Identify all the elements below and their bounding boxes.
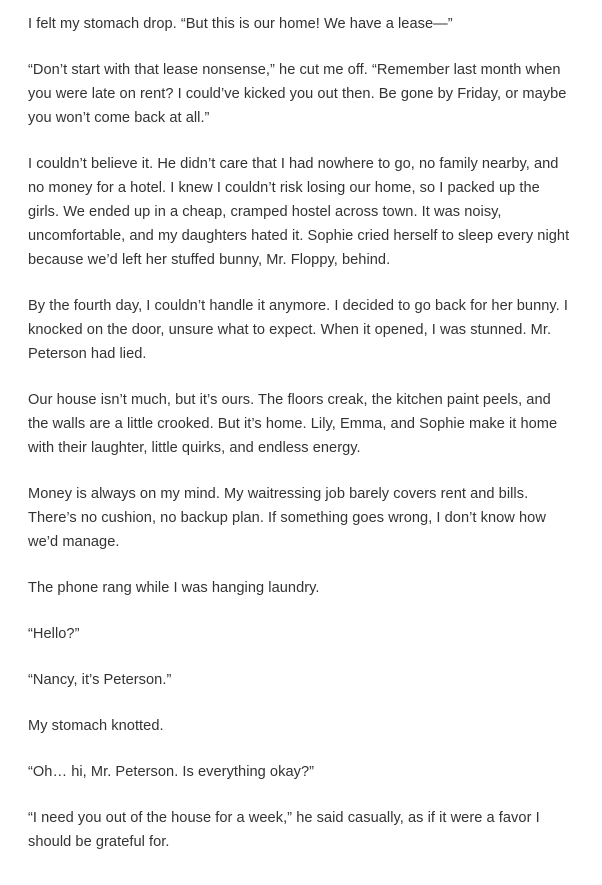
paragraph: By the fourth day, I couldn’t handle it anymore. I decided to go back for her bunny. I knocked on the door, unsure what to expect. When it opened, I was stunned. Mr. Peterson had lied. — [28, 298, 568, 362]
paragraph: My stomach knotted. — [28, 718, 164, 734]
paragraph: I felt my stomach drop. “But this is our home! We have a lease—” — [28, 16, 453, 32]
paragraph: “Nancy, it’s Peterson.” — [28, 672, 172, 688]
paragraph: I couldn’t believe it. He didn’t care that I had nowhere to go, no family nearby, and no money for a hotel. I knew I couldn’t risk losing our home, so I packed up the girls. We ended up in a cheap, cramped hostel across town. It was noisy, uncomfortable, and my daughters hated it. Sophie cried herself to sleep every night because we’d left her stuffed bunny, Mr. Floppy, behind. — [28, 156, 570, 268]
paragraph: “Don’t start with that lease nonsense,” he cut me off. “Remember last month when you were late on rent? I could’ve kicked you out then. Be gone by Friday, or maybe you won’t come back at all.” — [28, 62, 567, 126]
paragraph: Money is always on my mind. My waitressing job barely covers rent and bills. There’s no cushion, no backup plan. If something goes wrong, I don’t know how we’d manage. — [28, 486, 546, 550]
paragraph: “I need you out of the house for a week,” he said casually, as if it were a favor I should be grateful for. — [28, 810, 540, 850]
paragraph: Our house isn’t much, but it’s ours. The floors creak, the kitchen paint peels, and the walls are a little crooked. But it’s home. Lily, Emma, and Sophie make it home with their laughter, little quirks, and endless energy. — [28, 392, 558, 456]
paragraph: The phone rang while I was hanging laundry. — [28, 580, 320, 596]
paragraph: “Oh… hi, Mr. Peterson. Is everything okay?” — [28, 764, 315, 780]
paragraph: “Hello?” — [28, 626, 80, 642]
